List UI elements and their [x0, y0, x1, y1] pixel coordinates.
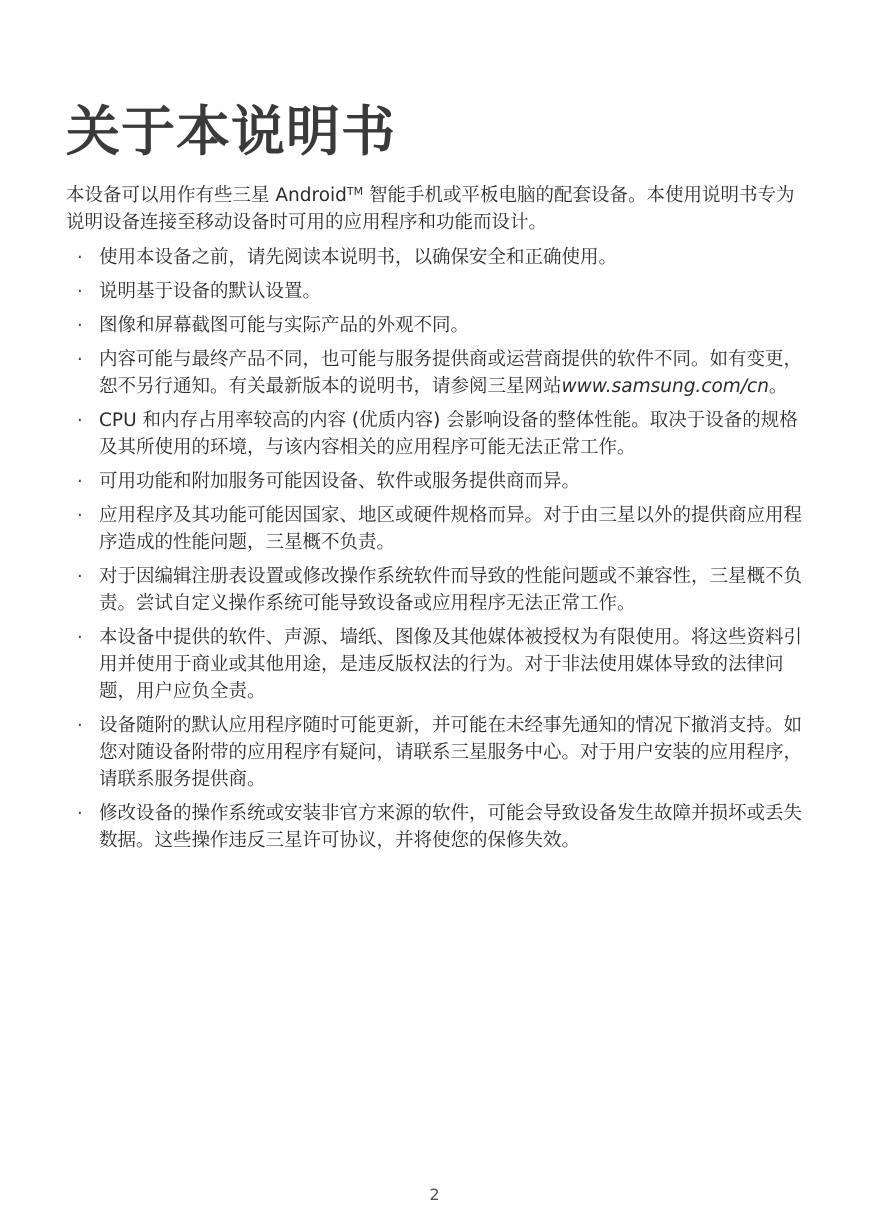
bullet-icon: ·	[77, 803, 83, 824]
list-item-text: 使用本设备之前，请先阅读本说明书，以确保安全和正确使用。	[99, 247, 618, 268]
list-item	[66, 468, 806, 495]
bullet-icon: ·	[77, 715, 83, 736]
list-item-text: CPU 和内存占用率较高的内容 (优质内容) 会影响设备的整体性能。取决于设备的规格及其所使用的环境，与该内容相关的应用程序可能无法正常工作。	[99, 410, 798, 458]
list-item-text: 设备随附的默认应用程序随时可能更新，并可能在未经事先通知的情况下撤消支持。如您对随设备附带的应用程序有疑问，请联系三星服务中心。对于用户安装的应用程序，请联系服务提供商。	[99, 715, 803, 790]
bullet-icon: ·	[77, 627, 83, 648]
intro-paragraph	[66, 182, 806, 236]
intro-text-start: 本设备可以用作有些三星 Android	[66, 185, 347, 206]
bullet-icon: ·	[77, 349, 83, 370]
bullet-icon: ·	[77, 315, 83, 336]
list-item	[66, 563, 806, 617]
list-item	[66, 244, 806, 271]
page-number: 2	[429, 1185, 440, 1204]
list-item-text: 本设备中提供的软件、声源、墙纸、图像及其他媒体被授权为有限使用。将这些资料引用并使用于商业或其他用途，是违反版权法的行为。对于非法使用媒体导致的法律问题，用户应负全责。	[99, 627, 803, 702]
list-item-suffix: 。	[768, 376, 788, 397]
trademark-symbol: TM	[346, 185, 364, 198]
list-item-text: 可用功能和附加服务可能因设备、软件或服务提供商而异。	[99, 471, 581, 492]
bullet-icon: ·	[77, 505, 83, 526]
list-item	[66, 407, 806, 461]
bullet-icon: ·	[77, 281, 83, 302]
bullet-icon: ·	[77, 410, 83, 431]
list-item	[66, 346, 806, 400]
list-item	[66, 278, 806, 305]
list-item-text: 对于因编辑注册表设置或修改操作系统软件而导致的性能问题或不兼容性，三星概不负责。尝试自定义操作系统可能导致设备或应用程序无法正常工作。	[99, 566, 803, 614]
list-item-text: 修改设备的操作系统或安装非官方来源的软件，可能会导致设备发生故障并损坏或丢失数据。这些操作违反三星许可协议，并将使您的保修失效。	[99, 803, 803, 851]
bullet-icon: ·	[77, 247, 83, 268]
bullet-icon: ·	[77, 566, 83, 587]
list-item	[66, 312, 806, 339]
samsung-website-link[interactable]: www.samsung.com/cn	[561, 376, 769, 397]
list-item-text: 图像和屏幕截图可能与实际产品的外观不同。	[99, 315, 470, 336]
list-item	[66, 502, 806, 556]
intro-text-end: 智能手机或平板电脑的配套设备。本使用说明书专为说明设备连接至移动设备时可用的应用程序和功能而设计。	[66, 185, 795, 233]
list-item	[66, 712, 806, 793]
list-item	[66, 800, 806, 854]
bullet-icon: ·	[77, 471, 83, 492]
list-item	[66, 624, 806, 705]
page-title: 关于本说明书	[66, 100, 396, 163]
notice-list	[66, 244, 806, 861]
list-item-text: 内容可能与最终产品不同，也可能与服务提供商或运营商提供的软件不同。如有变更，恕不另行通知。有关最新版本的说明书，请参阅三星网站	[99, 349, 803, 397]
list-item-text: 应用程序及其功能可能因国家、地区或硬件规格而异。对于由三星以外的提供商应用程序造成的性能问题，三星概不负责。	[99, 505, 803, 553]
list-item-text: 说明基于设备的默认设置。	[99, 281, 322, 302]
